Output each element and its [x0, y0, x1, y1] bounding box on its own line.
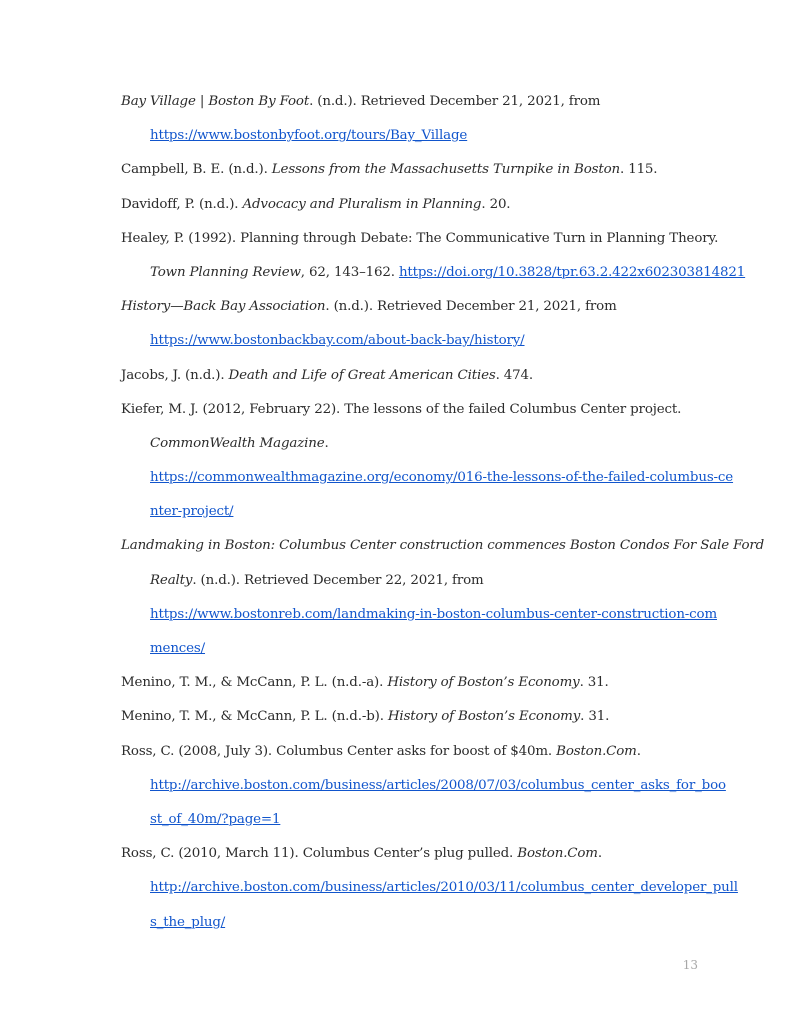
reference-continuation-line — [121, 461, 734, 495]
reference-entry — [121, 188, 701, 222]
reference-link[interactable]: s_the_plug/ — [150, 914, 226, 930]
reference-link[interactable]: https://commonwealthmagazine.org/economy/016-the-lessons-of-the-failed-columbus-ce — [150, 470, 734, 486]
reference-continuation-line — [121, 906, 701, 940]
reference-link[interactable]: mences/ — [150, 641, 206, 656]
reference-title-text: Bay Village | Boston By Foot — [121, 94, 310, 109]
reference-title-text: Advocacy and Pluralism in Planning — [242, 196, 482, 212]
reference-title-text: CommonWealth Magazine — [150, 435, 325, 451]
reference-link[interactable]: nter-project/ — [150, 504, 234, 520]
reference-title-text: Death and Life of Great American Cities — [228, 367, 496, 383]
reference-text: . (n.d.). Retrieved December 21, 2021, from — [325, 299, 617, 315]
reference-continuation-line — [121, 803, 701, 837]
reference-first-line — [121, 85, 701, 119]
reference-first-line — [121, 666, 701, 700]
reference-continuation-line — [121, 598, 717, 632]
reference-first-line — [121, 188, 701, 222]
reference-entry — [121, 85, 701, 153]
reference-entry — [121, 529, 765, 666]
reference-link[interactable]: https://www.bostonbyfoot.org/tours/Bay_Village — [150, 128, 468, 144]
reference-text: Healey, P. (1992). Planning through Debate: The Communicative Turn in Planning Theory. — [121, 230, 719, 246]
reference-entry — [121, 837, 738, 940]
reference-title-text: History of Boston’s Economy — [387, 709, 581, 725]
reference-entry — [121, 700, 701, 734]
reference-first-line — [121, 735, 701, 769]
reference-title-text: Boston.Com — [556, 743, 637, 759]
reference-text: Davidoff, P. (n.d.). — [121, 196, 243, 212]
reference-text: . 474. — [495, 367, 534, 383]
reference-text: Kiefer, M. J. (2012, February 22). The lessons of the failed Columbus Center project. — [121, 401, 682, 417]
reference-text: . 115. — [619, 162, 658, 178]
reference-text: Menino, T. M., & McCann, P. L. (n.d.-b). — [121, 709, 388, 725]
reference-entry — [121, 393, 734, 530]
reference-first-line — [121, 700, 701, 734]
reference-title-text: Landmaking in Boston: Columbus Center construction commences Boston Condos For Sale Ford — [121, 538, 765, 554]
reference-text: Jacobs, J. (n.d.). — [121, 367, 229, 383]
reference-entry — [121, 666, 701, 700]
reference-link[interactable]: https://doi.org/10.3828/tpr.63.2.422x602303814821 — [398, 264, 746, 280]
reference-continuation-line — [121, 256, 746, 290]
reference-first-line — [121, 393, 701, 427]
reference-title-text: Lessons from the Massachusetts Turnpike in Boston — [271, 162, 620, 178]
reference-entry — [121, 735, 726, 838]
reference-title-text: Town Planning Review — [150, 264, 301, 280]
reference-first-line — [121, 359, 701, 393]
reference-link[interactable]: https://www.bostonreb.com/landmaking-in-boston-columbus-center-construction-com — [150, 606, 717, 622]
reference-title-text: History of Boston’s Economy — [387, 675, 580, 691]
reference-continuation-line — [121, 564, 701, 598]
reference-title-text: History—Back Bay Association — [121, 299, 326, 315]
reference-first-line — [121, 529, 765, 563]
reference-text: Ross, C. (2008, July 3). Columbus Center asks for boost of $40m. — [121, 743, 557, 759]
reference-entry — [121, 359, 701, 393]
reference-continuation-line — [121, 871, 738, 905]
reference-continuation-line — [121, 427, 701, 461]
reference-text: . — [597, 846, 602, 862]
bibliography — [121, 85, 765, 940]
reference-text: . 31. — [579, 675, 609, 691]
reference-text: . 20. — [481, 196, 511, 212]
reference-text: . (n.d.). Retrieved December 21, 2021, from — [309, 94, 601, 109]
reference-text: . 31. — [580, 709, 610, 725]
reference-continuation-line — [121, 632, 701, 666]
reference-first-line — [121, 222, 719, 256]
reference-text: . (n.d.). Retrieved December 22, 2021, from — [192, 572, 484, 588]
reference-title-text: Boston.Com — [517, 846, 598, 862]
reference-continuation-line — [121, 769, 726, 803]
reference-title-text: Realty — [150, 572, 193, 588]
reference-continuation-line — [121, 324, 701, 358]
reference-entry — [121, 290, 701, 358]
reference-link[interactable]: https://www.bostonbackbay.com/about-back-bay/history/ — [150, 333, 525, 349]
page-number: 13 — [682, 958, 698, 972]
reference-link[interactable]: http://archive.boston.com/business/articles/2010/03/11/columbus_center_developer_pull — [150, 880, 738, 896]
reference-first-line — [121, 837, 701, 871]
reference-text: Menino, T. M., & McCann, P. L. (n.d.-a). — [121, 675, 388, 691]
reference-text: , 62, 143–162. — [300, 264, 399, 280]
reference-entry — [121, 153, 701, 187]
reference-continuation-line — [121, 119, 701, 153]
reference-entry — [121, 222, 746, 290]
reference-text: Campbell, B. E. (n.d.). — [121, 162, 272, 178]
reference-text: Ross, C. (2010, March 11). Columbus Center’s plug pulled. — [121, 846, 518, 862]
reference-text: . — [636, 743, 641, 759]
reference-continuation-line — [121, 495, 701, 529]
reference-first-line — [121, 153, 701, 187]
reference-link[interactable]: http://archive.boston.com/business/articles/2008/07/03/columbus_center_asks_for_boo — [150, 777, 726, 793]
reference-link[interactable]: st_of_40m/?page=1 — [150, 811, 281, 827]
reference-first-line — [121, 290, 701, 324]
reference-text: . — [324, 435, 329, 451]
